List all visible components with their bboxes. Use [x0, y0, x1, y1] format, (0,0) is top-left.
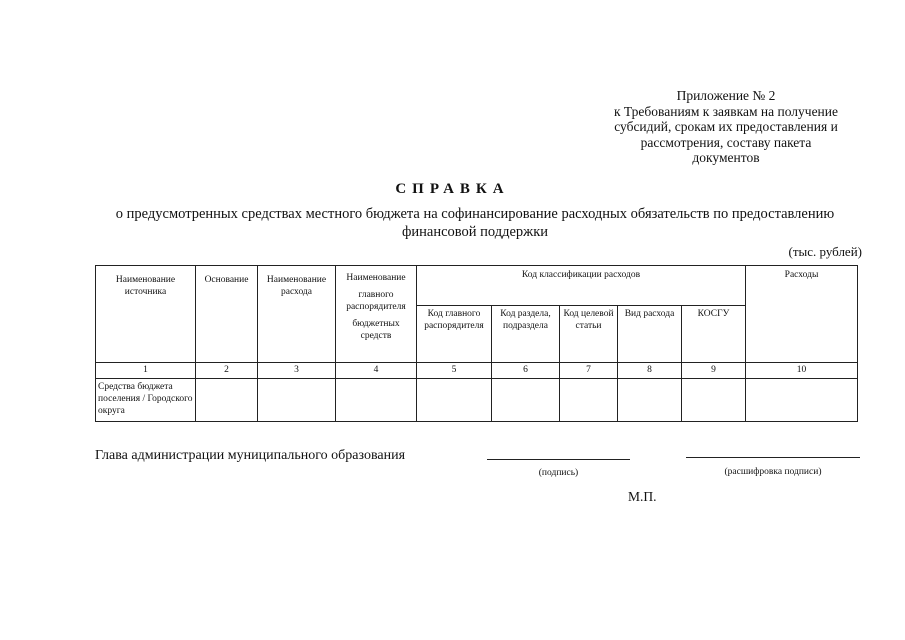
header-manager-line-1: Наименование	[346, 273, 406, 283]
column-number: 7	[560, 363, 618, 379]
document-subtitle	[60, 205, 890, 241]
header-main-manager-code: Код главного распорядителя	[417, 306, 492, 363]
appendix-text-4: документов	[692, 150, 760, 165]
budget-table	[95, 265, 858, 422]
column-number: 3	[258, 363, 336, 379]
table-cell	[258, 379, 336, 422]
appendix-number: Приложение № 2	[676, 88, 776, 103]
header-manager-line-2: главного распорядителя	[346, 290, 406, 312]
appendix-text-3: рассмотрения, составу пакета	[640, 134, 812, 150]
header-expenses: Расходы	[746, 266, 858, 363]
document-title: СПРАВКА	[395, 181, 510, 197]
table-row	[96, 379, 858, 422]
header-source: Наименование источника	[96, 266, 196, 363]
column-number: 6	[492, 363, 560, 379]
header-manager	[336, 266, 417, 363]
table-cell	[682, 379, 746, 422]
header-section-code: Код раздела, подраздела	[492, 306, 560, 363]
signature-label: Глава администрации муниципального образования	[95, 448, 406, 463]
stamp-place: М.П.	[628, 489, 657, 504]
unit-label: (тыс. рублей)	[788, 244, 862, 259]
table-cell	[417, 379, 492, 422]
header-manager-line-3: бюджетных средств	[352, 319, 400, 341]
column-number: 2	[196, 363, 258, 379]
header-target-code: Код целевой статьи	[560, 306, 618, 363]
header-basis: Основание	[196, 266, 258, 363]
signature-decode-line	[686, 457, 860, 458]
column-number: 8	[618, 363, 682, 379]
signature-caption: (подпись)	[538, 468, 579, 478]
decode-caption: (расшифровка подписи)	[724, 467, 822, 477]
appendix-text-2: субсидий, срокам их предоставления и	[614, 119, 838, 134]
subtitle-line-2: финансовой поддержки	[401, 224, 549, 240]
column-number: 9	[682, 363, 746, 379]
row-source-cell: Средства бюджета поселения / Городского округа	[96, 379, 196, 422]
table-cell	[492, 379, 560, 422]
table-cell	[196, 379, 258, 422]
header-kosgu: КОСГУ	[682, 306, 746, 363]
header-expense-type: Вид расхода	[618, 306, 682, 363]
table-cell	[618, 379, 682, 422]
appendix-block	[586, 88, 866, 166]
table-cell	[746, 379, 858, 422]
signature-line	[487, 459, 630, 460]
subtitle-line-1: о предусмотренных средствах местного бюджета на софинансирование расходных обязательств по предоставлению	[115, 206, 835, 222]
column-number: 10	[746, 363, 858, 379]
column-number: 5	[417, 363, 492, 379]
table-cell	[560, 379, 618, 422]
column-number: 4	[336, 363, 417, 379]
table-cell	[336, 379, 417, 422]
header-expense: Наименование расхода	[258, 266, 336, 363]
column-number: 1	[96, 363, 196, 379]
appendix-text-1: к Требованиям к заявкам на получение	[614, 103, 838, 119]
header-classification: Код классификации расходов	[417, 266, 746, 306]
